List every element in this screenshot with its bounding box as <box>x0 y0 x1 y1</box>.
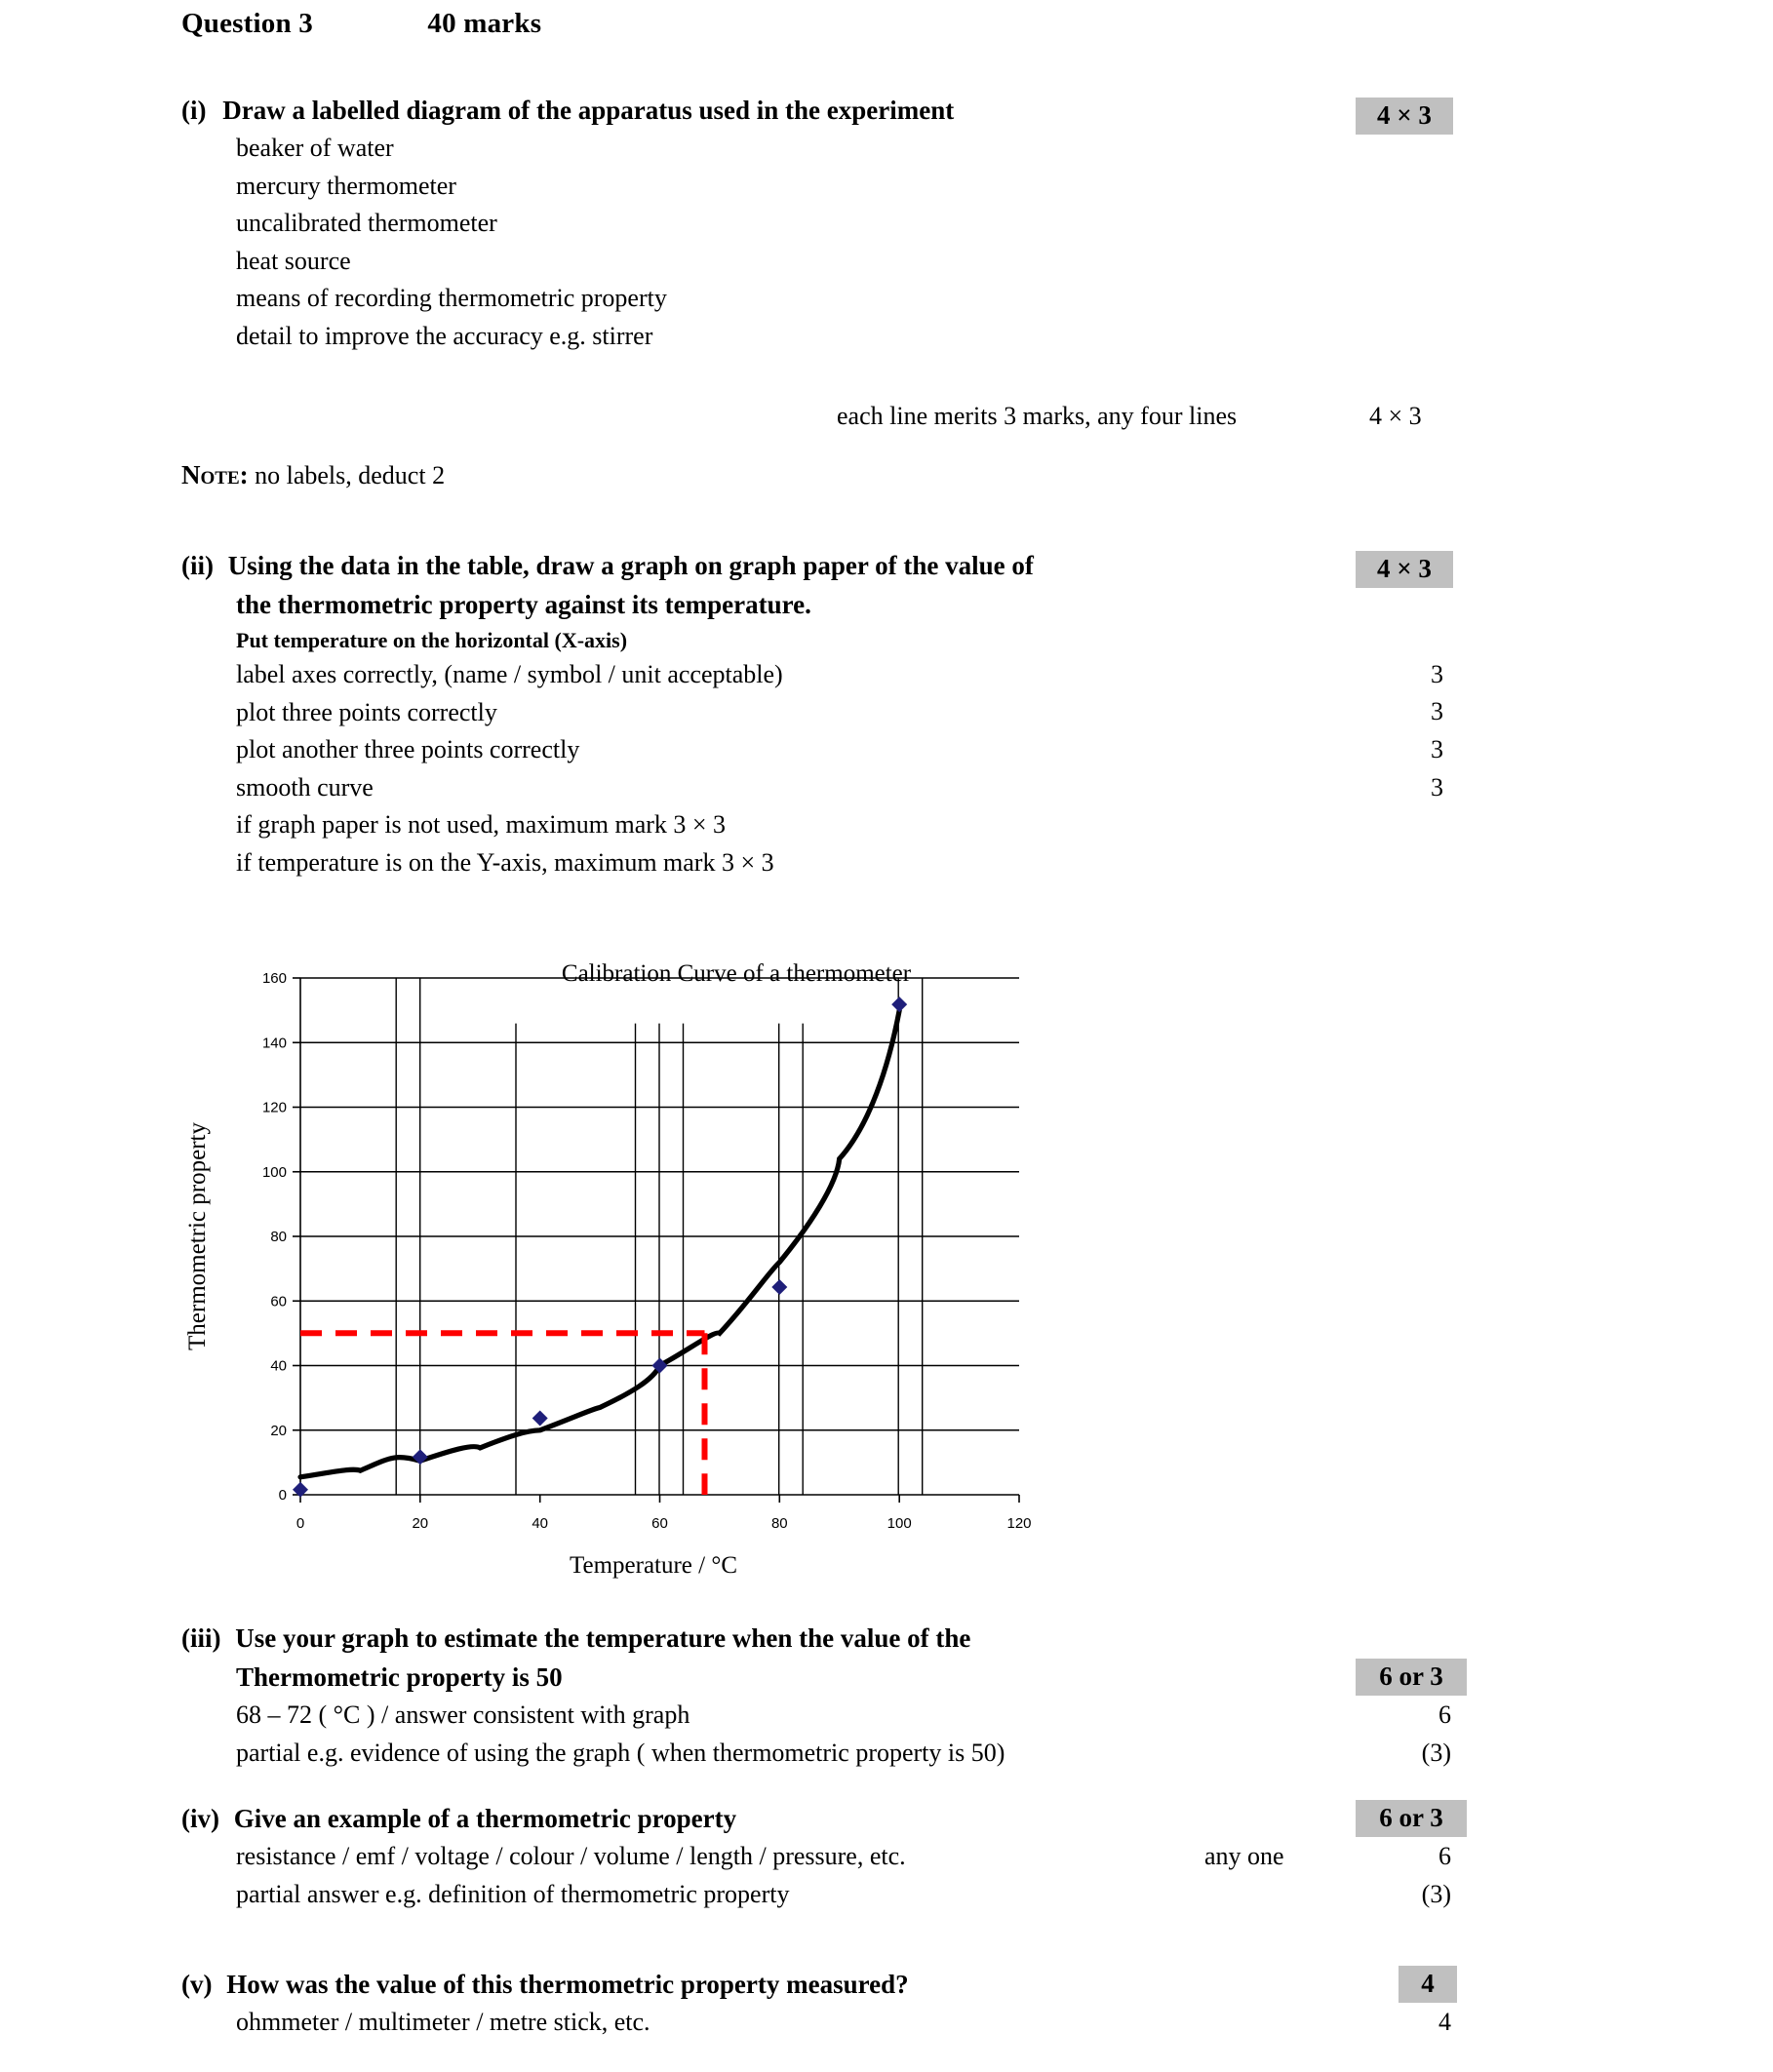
x-axis-tick-labels <box>296 1515 1032 1532</box>
section-ii-item: label axes correctly, (name / symbol / unit acceptable) <box>236 660 783 688</box>
y-tick-label: 40 <box>270 1357 287 1375</box>
section-i-item: means of recording thermometric property <box>236 284 667 312</box>
data-point-marker <box>771 1279 787 1295</box>
section-v-number: (v) <box>181 1970 213 1999</box>
y-tick-label: 120 <box>261 1099 287 1116</box>
x-tick-label: 100 <box>886 1515 912 1532</box>
section-v-item-mark: 4 <box>1438 2008 1451 2036</box>
section-iv-item-mark: 6 <box>1438 1842 1451 1870</box>
section-v-item: ohmmeter / multimeter / metre stick, etc. <box>236 2008 650 2036</box>
section-iv-heading: Give an example of a thermometric property <box>233 1804 737 1833</box>
section-iii-item: partial e.g. evidence of using the graph ( when thermometric property is 50) <box>236 1738 1005 1767</box>
y-tick-label: 0 <box>278 1487 287 1504</box>
data-point-marker <box>532 1411 548 1427</box>
x-tick-label: 80 <box>770 1515 788 1532</box>
section-i-mark-box: 4 × 3 <box>1356 98 1453 135</box>
calibration-curve-chart <box>184 960 1453 1584</box>
section-i-item: heat source <box>236 246 351 275</box>
section-ii <box>181 546 1453 881</box>
section-ii-item: plot another three points correctly <box>236 735 580 763</box>
section-iii <box>181 1619 1453 1772</box>
section-ii-item-mark: 3 <box>1431 697 1443 725</box>
section-ii-item-mark: 3 <box>1431 735 1443 763</box>
question-total-marks: 40 marks <box>427 8 542 39</box>
section-ii-number: (ii) <box>181 551 214 580</box>
y-tick-label: 80 <box>270 1229 287 1245</box>
chart-gridlines <box>300 978 1019 1495</box>
section-v-heading: How was the value of this thermometric property measured? <box>226 1970 909 1999</box>
section-iii-heading-line1: Use your graph to estimate the temperature when the value of the <box>235 1623 971 1653</box>
section-ii-mark-box: 4 × 3 <box>1356 551 1453 588</box>
calibration-curve <box>300 1010 899 1477</box>
section-iv-mark-box: 6 or 3 <box>1356 1800 1467 1837</box>
chart-title: Calibration Curve of a thermometer <box>561 960 912 987</box>
section-i-heading-row <box>181 91 1453 130</box>
section-i-item: mercury thermometer <box>236 171 456 200</box>
section-i-number: (i) <box>181 96 207 125</box>
x-tick-label: 0 <box>296 1515 305 1532</box>
data-point-marker <box>891 997 907 1012</box>
section-ii-item: smooth curve <box>236 772 374 801</box>
section-i-merit-note: each line merits 3 marks, any four lines <box>837 402 1238 430</box>
y-tick-label: 100 <box>261 1163 287 1181</box>
section-ii-item-mark: 3 <box>1431 773 1443 801</box>
section-iv-item-extra: any one <box>1204 1842 1284 1870</box>
section-ii-heading-row <box>181 546 1453 585</box>
x-tick-label: 120 <box>1006 1515 1032 1532</box>
section-ii-item: plot three points correctly <box>236 697 497 726</box>
x-tick-label: 40 <box>532 1515 549 1532</box>
y-tick-label: 60 <box>270 1293 287 1310</box>
section-iii-item: 68 – 72 ( °C ) / answer consistent with graph <box>236 1701 690 1729</box>
x-axis-title: Temperature / °C <box>569 1552 738 1579</box>
section-iii-heading-row <box>181 1619 1453 1658</box>
section-iv-item: resistance / emf / voltage / colour / volume / length / pressure, etc. <box>236 1842 906 1870</box>
note-label: Note: <box>181 460 249 489</box>
y-axis-title: Thermometric property <box>184 1122 211 1350</box>
y-axis-tick-labels <box>262 970 287 1504</box>
x-tick-label: 20 <box>412 1515 429 1532</box>
section-ii-subheading: Put temperature on the horizontal (X-axis) <box>236 628 628 652</box>
section-v-heading-row <box>181 1965 1453 2004</box>
section-ii-heading-line1: Using the data in the table, draw a graph on graph paper of the value of <box>227 551 1034 580</box>
section-iii-heading-line2: Thermometric property is 50 <box>236 1662 563 1692</box>
section-iv-item-mark: (3) <box>1421 1880 1451 1908</box>
section-i-item: uncalibrated thermometer <box>236 209 497 237</box>
section-v <box>181 1965 1453 2042</box>
section-ii-item-mark: 3 <box>1431 660 1443 688</box>
section-iii-mark-box: 6 or 3 <box>1356 1659 1467 1696</box>
section-ii-item: if temperature is on the Y-axis, maximum mark 3 × 3 <box>236 847 774 877</box>
note-text: no labels, deduct 2 <box>248 461 446 489</box>
section-iv-number: (iv) <box>181 1804 219 1833</box>
section-ii-item: if graph paper is not used, maximum mark 3 × 3 <box>236 810 727 839</box>
section-v-mark-box: 4 <box>1399 1966 1457 2003</box>
section-ii-heading-line2: the thermometric property against its temperature. <box>236 590 811 619</box>
section-i-heading: Draw a labelled diagram of the apparatus used in the experiment <box>222 96 955 125</box>
chart-axes <box>293 978 1019 1503</box>
x-tick-label: 60 <box>651 1515 668 1532</box>
y-tick-label: 20 <box>270 1422 287 1439</box>
section-i-item: beaker of water <box>236 134 394 162</box>
data-point-markers <box>293 997 907 1498</box>
section-iii-number: (iii) <box>181 1623 221 1653</box>
data-point-marker <box>413 1449 428 1465</box>
section-iii-item-mark: (3) <box>1421 1739 1451 1767</box>
question-header <box>181 8 541 40</box>
section-i-note <box>181 456 445 495</box>
section-iv-heading-row <box>181 1799 1453 1838</box>
question-title: Question 3 <box>181 8 313 39</box>
y-tick-label: 160 <box>261 970 287 987</box>
section-iv-item: partial answer e.g. definition of thermometric property <box>236 1879 790 1908</box>
section-i <box>181 91 1453 355</box>
section-i-item: detail to improve the accuracy e.g. stirrer <box>236 321 653 350</box>
y-tick-label: 140 <box>261 1035 287 1052</box>
section-i-merit-marks: 4 × 3 <box>1369 402 1422 430</box>
section-iii-item-mark: 6 <box>1438 1701 1451 1729</box>
